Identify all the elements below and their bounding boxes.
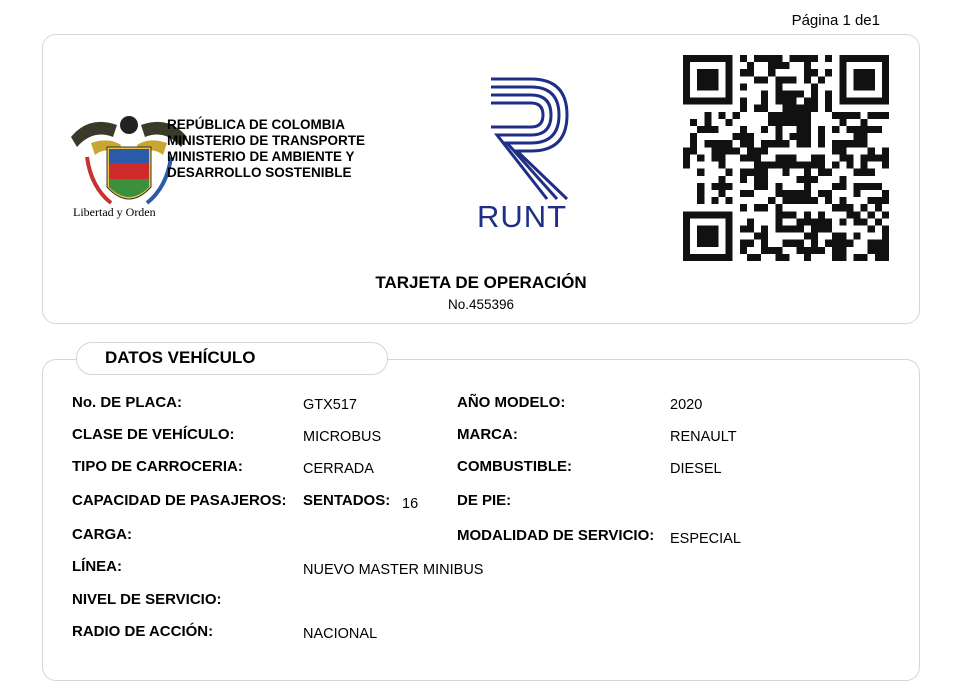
label-marca: MARCA:: [457, 426, 518, 443]
label-combustible: COMBUSTIBLE:: [457, 458, 572, 475]
document-title-block: [43, 273, 919, 312]
document-number: No.455396: [447, 297, 515, 312]
value-tipo: CERRADA: [303, 461, 374, 477]
section-title: DATOS VEHÍCULO: [105, 348, 256, 367]
value-marca: RENAULT: [670, 429, 737, 445]
section-tab: [76, 342, 388, 375]
label-linea: LÍNEA:: [72, 558, 122, 575]
value-linea: NUEVO MASTER MINIBUS: [303, 562, 484, 578]
value-combustible: DIESEL: [670, 461, 722, 477]
gov-line: REPÚBLICA DE COLOMBIA: [167, 117, 345, 132]
value-sentados: 16: [402, 496, 419, 512]
label-anio: AÑO MODELO:: [457, 394, 566, 411]
label-clase: CLASE DE VEHÍCULO:: [72, 426, 235, 443]
label-carga: CARGA:: [72, 526, 132, 543]
document-title: TARJETA DE OPERACIÓN: [375, 273, 587, 292]
page-number: Página 1 de1: [791, 12, 880, 29]
label-tipo: TIPO DE CARROCERIA:: [72, 458, 243, 475]
label-placa: No. DE PLACA:: [72, 394, 182, 411]
gov-line: MINISTERIO DE TRANSPORTE: [167, 133, 366, 148]
qr-code-icon: [683, 55, 889, 261]
runt-wordmark: RUNT: [477, 199, 568, 234]
government-header: [167, 117, 365, 181]
motto: Libertad y Orden: [73, 205, 156, 219]
label-capacidad: CAPACIDAD DE PASAJEROS:: [72, 492, 287, 509]
label-modalidad: MODALIDAD DE SERVICIO:: [457, 527, 655, 544]
value-placa: GTX517: [303, 397, 357, 413]
label-nivel: NIVEL DE SERVICIO:: [72, 591, 222, 608]
value-radio: NACIONAL: [303, 626, 378, 642]
header-card: [42, 34, 920, 324]
gov-line: DESARROLLO SOSTENIBLE: [167, 165, 352, 180]
label-depie: DE PIE:: [457, 492, 512, 509]
value-anio: 2020: [670, 397, 703, 413]
value-modalidad: ESPECIAL: [670, 531, 741, 547]
label-radio: RADIO DE ACCIÓN:: [72, 623, 214, 640]
gov-line: MINISTERIO DE AMBIENTE Y: [167, 149, 355, 164]
label-sentados: SENTADOS:: [303, 492, 391, 509]
value-clase: MICROBUS: [303, 429, 382, 445]
